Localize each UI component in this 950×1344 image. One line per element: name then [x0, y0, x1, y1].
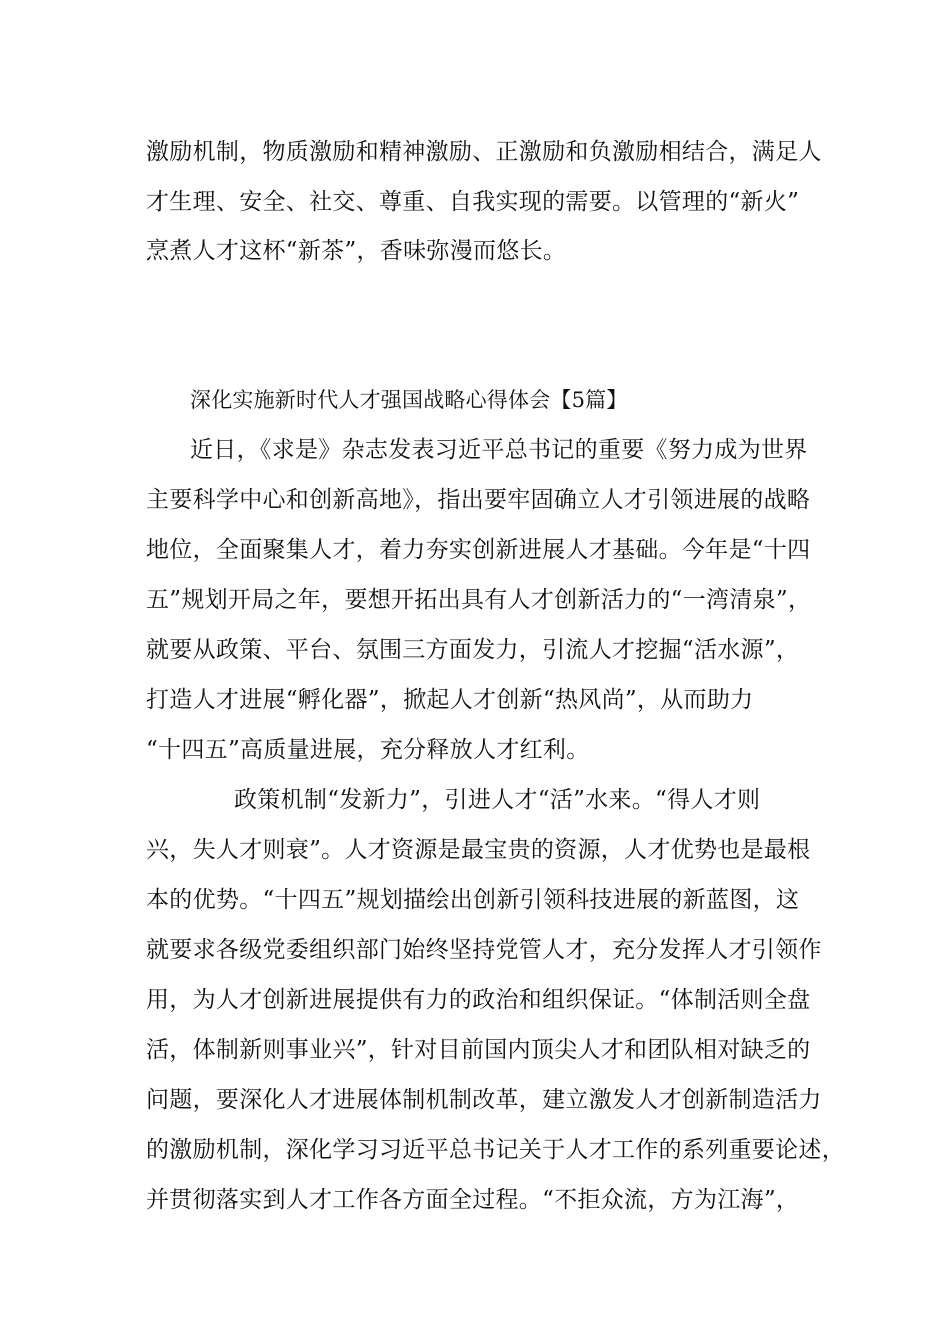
text-line: 主要科学中心和创新高地》，指出要牢固确立人才引领进展的战略	[146, 487, 811, 513]
text-line: 就要从政策、平台、氛围三方面发力，引流人才挖掘“活水源”，	[146, 637, 800, 663]
text-line: 近日，《求是》杂志发表习近平总书记的重要《努力成为世界	[190, 437, 808, 463]
text-line: “十四五”高质量进展，充分释放人才红利。	[146, 737, 590, 763]
text-line: 才生理、安全、社交、尊重、自我实现的需要。以管理的“新火”	[146, 189, 800, 215]
text-line: 并贯彻落实到人才工作各方面全过程。“不拒众流，方为江海”，	[146, 1187, 800, 1213]
text-line: 本的优势。“十四五”规划描绘出创新引领科技进展的新蓝图，这	[146, 887, 800, 913]
text-line: 问题，要深化人才进展体制机制改革，建立激发人才创新制造活力	[146, 1087, 822, 1113]
text-line: 兴，失人才则衰”。人才资源是最宝贵的资源，人才优势也是最根	[146, 837, 811, 863]
text-line: 地位，全面聚集人才，着力夯实创新进展人才基础。今年是“十四	[146, 537, 811, 563]
text-line: 就要求各级党委组织部门始终坚持党管人才，充分发挥人才引领作	[146, 937, 822, 963]
text-line: 的激励机制，深化学习习近平总书记关于人才工作的系列重要论述，	[146, 1137, 845, 1163]
text-line: 打造人才进展“孵化器”，掀起人才创新“热风尚”，从而助力	[146, 687, 754, 713]
text-line: 活，体制新则事业兴”，针对目前国内顶尖人才和团队相对缺乏的	[146, 1037, 811, 1063]
text-line: 激励机制，物质激励和精神激励、正激励和负激励相结合，满足人	[146, 139, 822, 165]
text-line: 用，为人才创新进展提供有力的政治和组织保证。“体制活则全盘	[146, 987, 811, 1013]
document-title: 深化实施新时代人才强国战略心得体会【5篇】	[190, 388, 628, 412]
text-line: 政策机制“发新力”，引进人才“活”水来。“得人才则	[234, 787, 761, 813]
text-line: 五”规划开局之年，要想开拓出具有人才创新活力的“一湾清泉”，	[146, 587, 812, 613]
text-line: 烹煮人才这杯“新茶”，香味弥漫而悠长。	[146, 238, 567, 264]
